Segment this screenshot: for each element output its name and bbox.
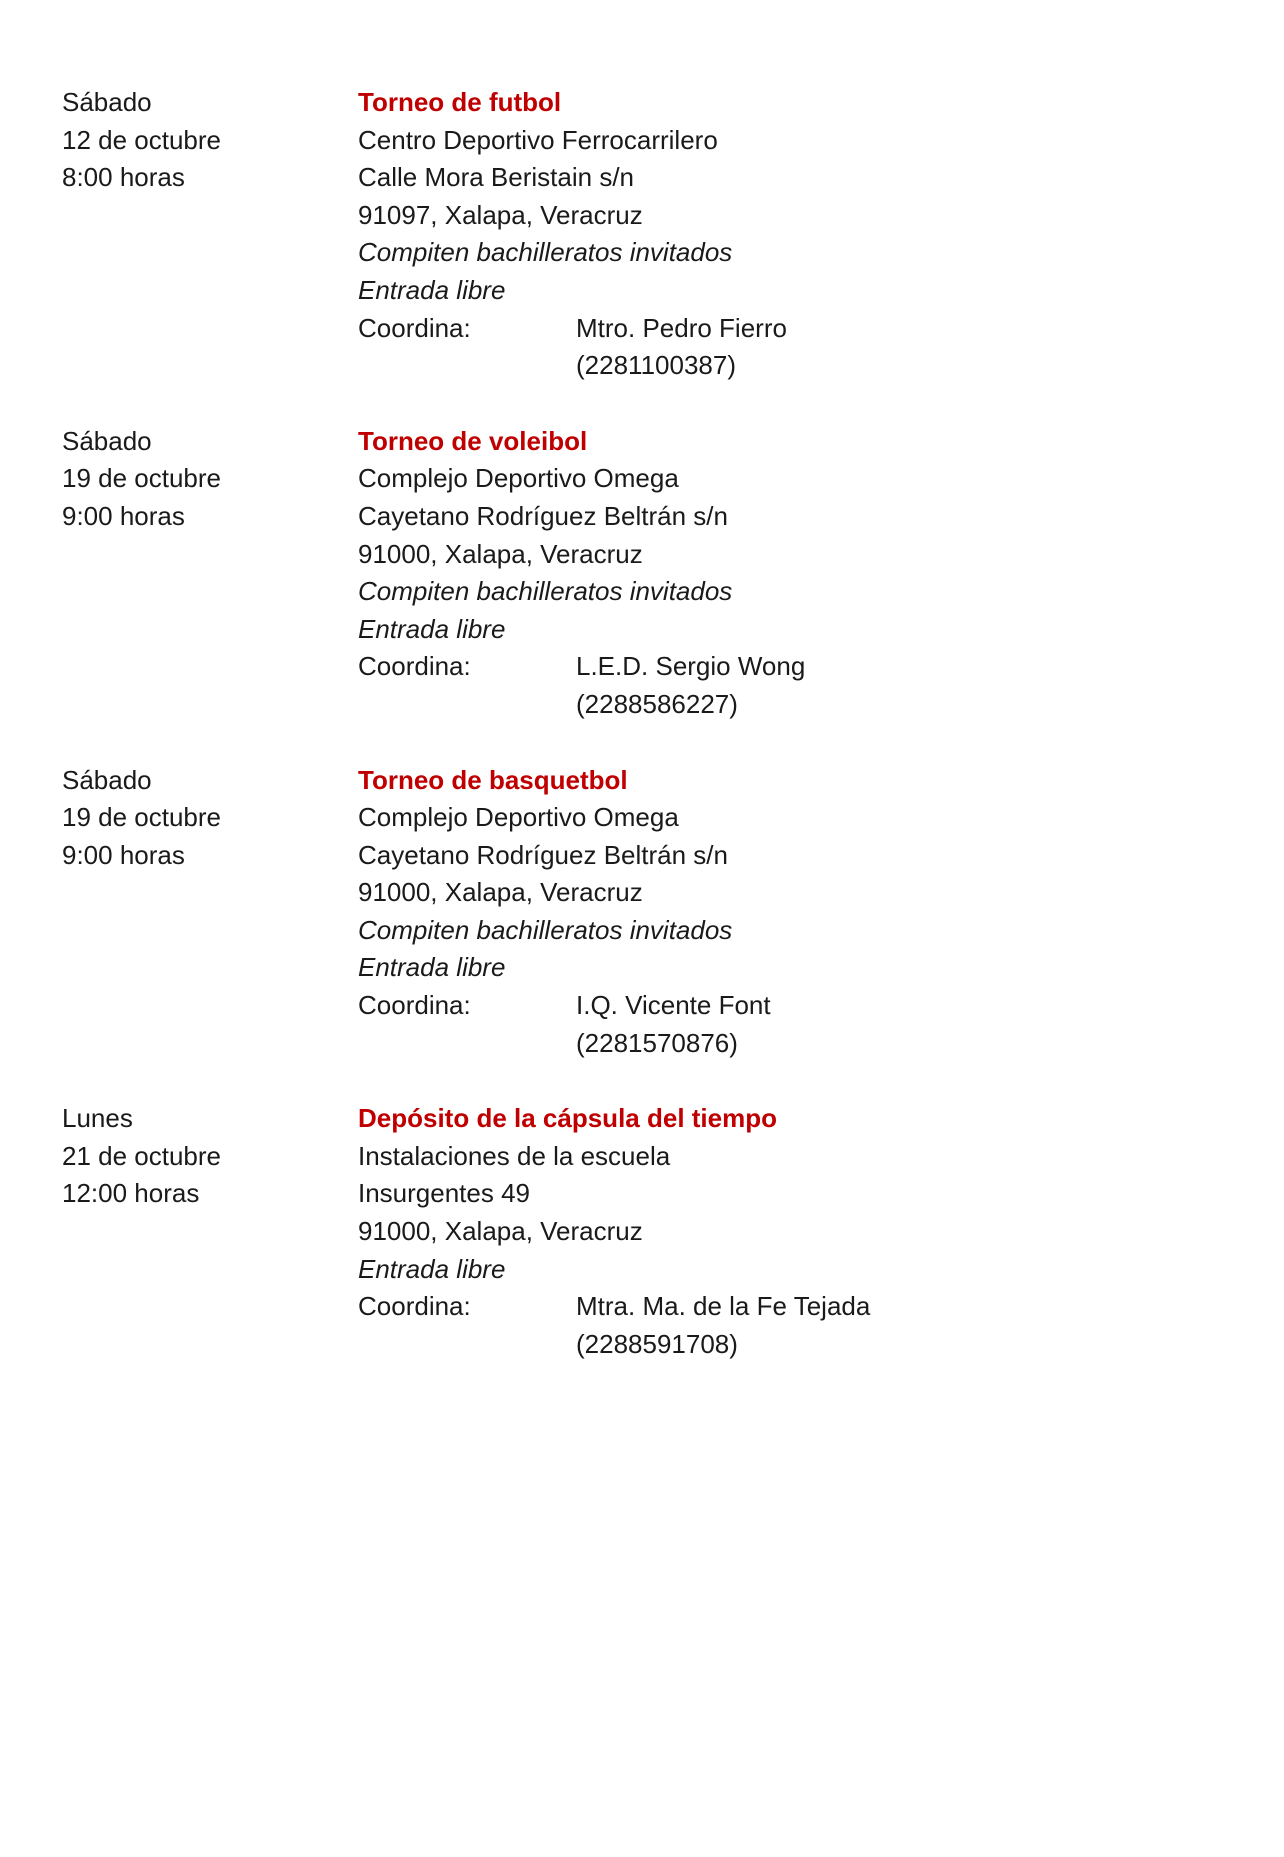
event-city: 91000, Xalapa, Veracruz — [358, 1216, 643, 1247]
event-day: Sábado — [62, 764, 152, 795]
event-block-capsula — [62, 1100, 1244, 1363]
event-details — [358, 762, 1244, 1063]
event-date: 19 de octubre — [62, 463, 222, 494]
event-address: Cayetano Rodríguez Beltrán s/n — [358, 500, 728, 531]
event-day: Sábado — [62, 87, 152, 117]
coordina-label: Coordina: — [358, 1291, 471, 1322]
event-note: Entrada libre — [358, 274, 506, 305]
coordinator-name: L.E.D. Sergio Wong — [576, 651, 806, 682]
event-details — [358, 84, 1244, 385]
coordinator-row — [358, 987, 1244, 1062]
event-date: 12 de octubre — [62, 124, 222, 155]
event-title: Depósito de la cápsula del tiempo — [358, 1103, 777, 1134]
event-details — [358, 423, 1244, 724]
event-note: Entrada libre — [358, 952, 506, 983]
event-details — [358, 1100, 1244, 1363]
event-note: Compiten bachilleratos invitados — [358, 576, 733, 607]
coordinator-phone: (2288591708) — [576, 1328, 738, 1359]
event-venue: Complejo Deportivo Omega — [358, 802, 679, 833]
coordinator-info — [576, 987, 1244, 1062]
event-datetime — [62, 1100, 358, 1363]
event-city: 91000, Xalapa, Veracruz — [358, 877, 643, 908]
event-venue: Complejo Deportivo Omega — [358, 463, 679, 494]
coordinator-phone: (2281570876) — [576, 1027, 738, 1058]
event-datetime — [62, 762, 358, 1063]
event-date: 21 de octubre — [62, 1140, 222, 1171]
coordinator-name: I.Q. Vicente Font — [576, 990, 771, 1021]
coordinator-phone: (2288586227) — [576, 688, 738, 719]
event-title: Torneo de voleibol — [358, 425, 588, 456]
coordinator-info — [576, 1288, 1244, 1363]
coordinator-info — [576, 310, 1244, 385]
event-time: 9:00 horas — [62, 500, 185, 531]
coordinator-info — [576, 648, 1244, 723]
coordinator-row — [358, 648, 1244, 723]
coordinator-name: Mtra. Ma. de la Fe Tejada — [576, 1291, 871, 1322]
coordinator-row — [358, 310, 1244, 385]
coordinator-row — [358, 1288, 1244, 1363]
event-datetime — [62, 84, 358, 385]
coordina-label: Coordina: — [358, 651, 471, 682]
event-note: Compiten bachilleratos invitados — [358, 237, 733, 268]
event-address: Cayetano Rodríguez Beltrán s/n — [358, 839, 728, 870]
event-note: Entrada libre — [358, 613, 506, 644]
event-date: 19 de octubre — [62, 802, 222, 833]
event-title: Torneo de basquetbol — [358, 764, 628, 795]
event-note: Compiten bachilleratos invitados — [358, 914, 733, 945]
event-day: Lunes — [62, 1103, 133, 1134]
event-time: 9:00 horas — [62, 839, 185, 870]
event-block-voleibol — [62, 423, 1244, 724]
event-venue: Centro Deportivo Ferrocarrilero — [358, 124, 718, 155]
coordina-label: Coordina: — [358, 312, 471, 343]
event-note: Entrada libre — [358, 1253, 506, 1284]
event-city: 91097, Xalapa, Veracruz — [358, 199, 643, 230]
event-venue: Instalaciones de la escuela — [358, 1140, 671, 1171]
event-city: 91000, Xalapa, Veracruz — [358, 538, 643, 569]
coordina-label: Coordina: — [358, 990, 471, 1021]
event-day: Sábado — [62, 425, 152, 456]
event-block-futbol — [62, 84, 1244, 385]
event-datetime — [62, 423, 358, 724]
event-block-basquetbol — [62, 762, 1244, 1063]
event-time: 8:00 horas — [62, 162, 185, 193]
coordinator-phone: (2281100387) — [576, 350, 736, 381]
coordinator-name: Mtro. Pedro Fierro — [576, 312, 787, 343]
event-title: Torneo de futbol — [358, 87, 562, 117]
event-time: 12:00 horas — [62, 1178, 200, 1209]
event-address: Calle Mora Beristain s/n — [358, 162, 634, 193]
event-address: Insurgentes 49 — [358, 1178, 531, 1209]
